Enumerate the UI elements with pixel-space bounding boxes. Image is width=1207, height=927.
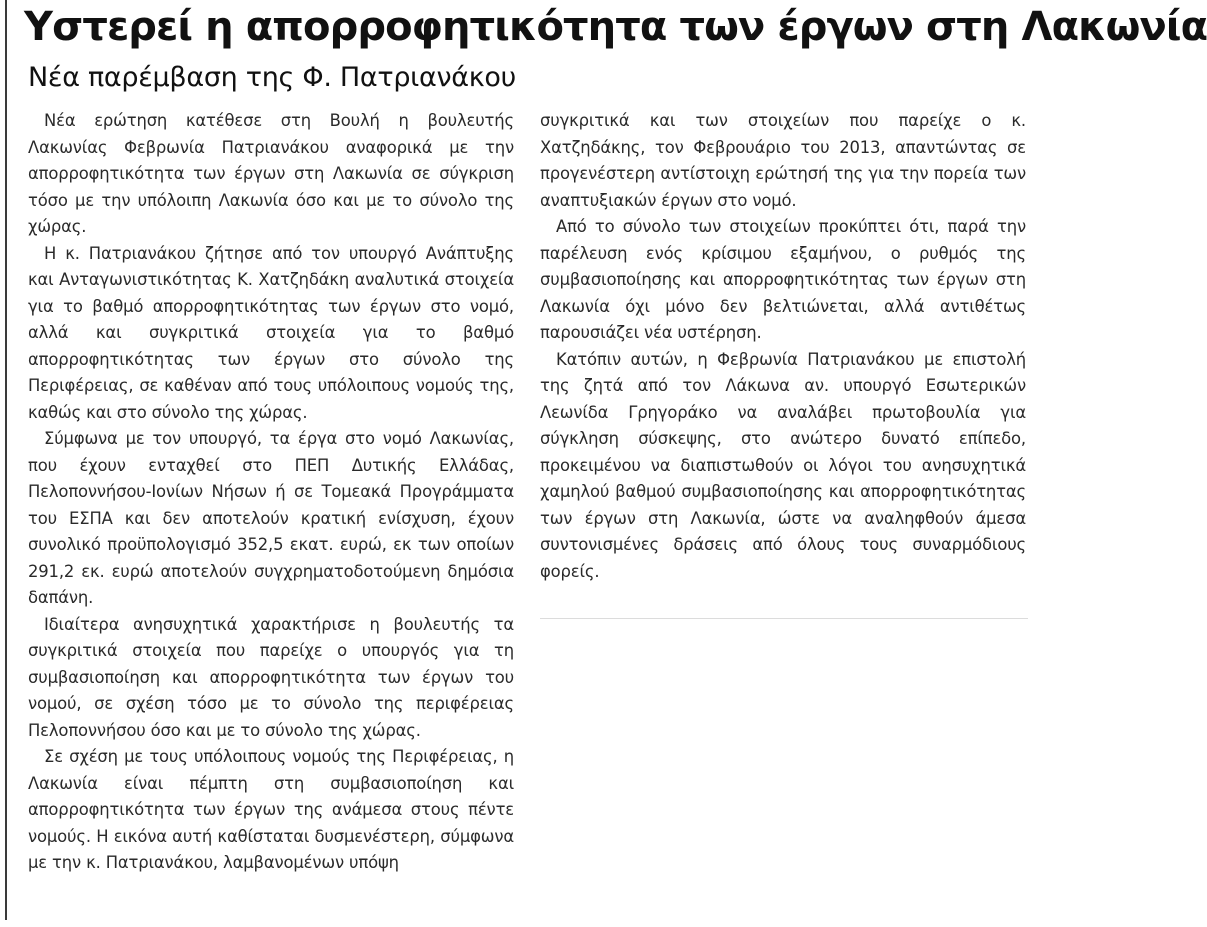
paragraph: Σύμφωνα με τον υπουργό, τα έργα στο νομό Λακωνίας, που έχουν ενταχθεί στο ΠΕΠ Δυτικής Ελλάδας, Πελοποννήσου-Ιονίων Νήσων ή σε Τομεακά Προγράμματα του ΕΣΠΑ και δεν αποτελούν κρατική ενίσχυση, έχουν συνολικό προϋπολογισμό 352,5 εκατ. ευρώ, εκ των οποίων 291,2 εκ. ευρώ αποτελούν συγχρηματοδοτούμενη δημόσια δαπάνη. — [28, 429, 514, 607]
paragraph-continued: συγκριτικά και των στοιχείων που παρείχε ο κ. Χατζηδάκης, τον Φεβρουάριο του 2013, απαντώντας σε προγενέστερη αντίστοιχη ερώτησή της για την πορεία των αναπτυξιακών έργων στο νομό. — [540, 111, 1026, 210]
paragraph: Σε σχέση με τους υπόλοιπους νομούς της Περιφέρειας, η Λακωνία είναι πέμπτη στη συμβασιοποίηση και απορροφητικότητα των έργων της ανάμεσα στους πέντε νομούς. Η εικόνα αυτή καθίσταται δυσμενέστερη, σύμφωνα με την κ. Πατριανάκου, λαμβανομένων υπόψη — [28, 747, 514, 872]
column-rule — [5, 0, 7, 920]
headline: Υστερεί η απορροφητικότητα των έργων στη Λακωνία — [24, 4, 1207, 50]
paragraph: Από το σύνολο των στοιχείων προκύπτει ότι, παρά την παρέλευση ενός κρίσιμου εξαμήνου, ο ρυθμός της συμβασιοποίησης και απορροφητικότητας των έργων στη Λακωνία όχι μόνο δεν βελτιώνεται, αλλά αντιθέτως παρουσιάζει νέα υστέρηση. — [540, 217, 1026, 342]
article-end-rule — [540, 618, 1028, 619]
paragraph: Η κ. Πατριανάκου ζήτησε από τον υπουργό Ανάπτυξης και Ανταγωνιστικότητας Κ. Χατζηδάκη αναλυτικά στοιχεία για το βαθμό απορροφητικότητας των έργων στο νομό, αλλά και συγκριτικά στοιχεία για το βαθμό απορροφητικότητας των έργων στο σύνολο της Περιφέρειας, σε καθέναν από τους υπόλοιπους νομούς της, καθώς και στο σύνολο της χώρας. — [28, 243, 514, 422]
paragraph: Νέα ερώτηση κατέθεσε στη Βουλή η βουλευτής Λακωνίας Φεβρωνία Πατριανάκου αναφορικά με την απορροφητικότητα των έργων στη Λακωνία σε σύγκριση τόσο με την υπόλοιπη Λακωνία όσο και με το σύνολο της χώρας. — [28, 111, 514, 236]
article-column-right — [540, 108, 1026, 585]
article-column-left — [28, 108, 514, 877]
paragraph: Κατόπιν αυτών, η Φεβρωνία Πατριανάκου με επιστολή της ζητά από τον Λάκωνα αν. υπουργό Εσωτερικών Λεωνίδα Γρηγοράκο να αναλάβει πρωτοβουλία για σύγκληση σύσκεψης, στο ανώτερο δυνατό επίπεδο, προκειμένου να διαπιστωθούν οι λόγοι του ανησυχητικά χαμηλού βαθμού συμβασιοποίησης και απορροφητικότητας των έργων στη Λακωνία, ώστε να αναληφθούν άμεσα συντονισμένες δράσεις από όλους τους συναρμόδιους φορείς. — [540, 349, 1026, 581]
subheadline: Νέα παρέμβαση της Φ. Πατριανάκου — [28, 62, 516, 93]
paragraph: Ιδιαίτερα ανησυχητικά χαρακτήρισε η βουλευτής τα συγκριτικά στοιχεία που παρείχε ο υπουργός για τη συμβασιοποίηση και απορροφητικότητα των έργων του νομού, σε σχέση τόσο με το σύνολο της περιφέρειας Πελοποννήσου όσο και με το σύνολο της χώρας. — [28, 614, 514, 740]
